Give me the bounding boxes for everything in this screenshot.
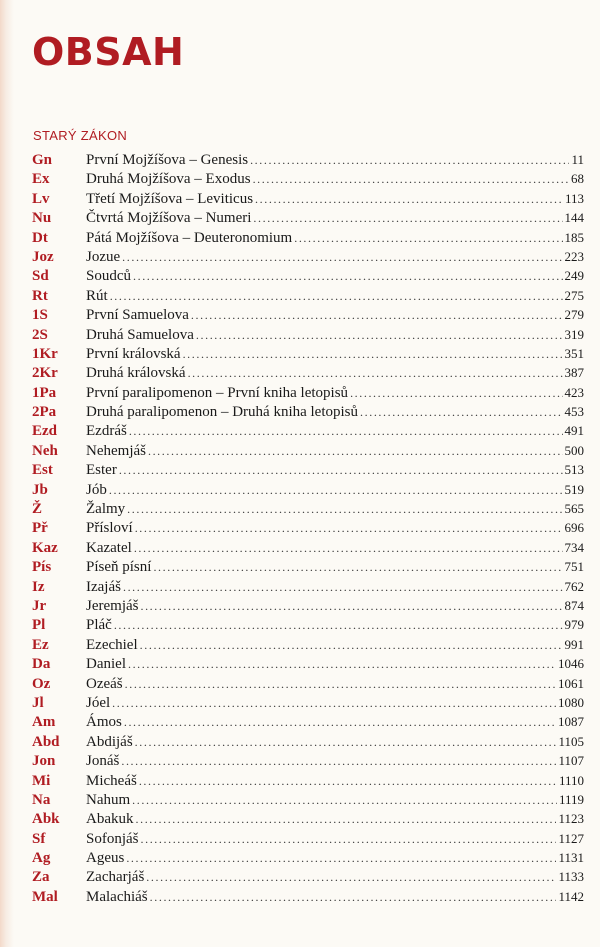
page-number: 1127 <box>558 830 584 846</box>
toc-entry[interactable] <box>32 889 584 908</box>
book-abbreviation: Neh <box>32 442 58 459</box>
book-name: Nahum <box>86 791 131 808</box>
book-name: Třetí Mojžíšova – Leviticus <box>86 190 254 207</box>
dot-leader <box>294 231 562 246</box>
page-number: 1087 <box>558 714 584 730</box>
toc-entry[interactable] <box>32 346 584 365</box>
page-number: 1119 <box>558 791 584 807</box>
page-number: 453 <box>564 404 584 420</box>
book-abbreviation: 2Pa <box>32 404 57 421</box>
book-abbreviation: Est <box>32 462 53 479</box>
page-number: 279 <box>564 307 584 323</box>
toc-entry[interactable] <box>32 423 584 442</box>
toc-entry[interactable] <box>32 365 584 384</box>
toc-entry[interactable] <box>32 230 584 249</box>
book-abbreviation: Mi <box>32 772 51 789</box>
book-name: Rút <box>86 287 108 304</box>
toc-entry[interactable] <box>32 249 584 268</box>
page-number: 1046 <box>558 656 584 672</box>
page-number: 11 <box>571 152 584 167</box>
book-name: Druhá paralipomenon – Druhá kniha letopisů <box>86 404 359 421</box>
toc-entry[interactable] <box>32 268 584 287</box>
page-number: 144 <box>564 210 584 226</box>
book-abbreviation: 1Pa <box>32 384 57 401</box>
toc-entry[interactable] <box>32 656 584 675</box>
page-number: 762 <box>564 578 584 594</box>
book-abbreviation: Sf <box>32 830 46 847</box>
dot-leader <box>153 560 562 575</box>
page-number: 319 <box>564 326 584 342</box>
book-name: Ester <box>86 462 117 479</box>
page-number: 423 <box>564 384 584 400</box>
book-name: Zacharjáš <box>86 869 145 886</box>
toc-entry[interactable] <box>32 734 584 753</box>
book-name: Čtvrtá Mojžíšova – Numeri <box>86 210 252 227</box>
toc-entry[interactable] <box>32 676 584 695</box>
book-abbreviation: 1Kr <box>32 345 58 362</box>
dot-leader <box>136 812 557 827</box>
book-abbreviation: Na <box>32 791 51 808</box>
book-abbreviation: Pl <box>32 617 46 634</box>
book-name: Jób <box>86 481 107 498</box>
book-name: Druhá Samuelova <box>86 326 194 343</box>
page-number: 1105 <box>558 733 584 749</box>
dot-leader <box>188 366 563 381</box>
toc-entry[interactable] <box>32 191 584 210</box>
page-number: 751 <box>564 559 584 575</box>
toc-entry[interactable] <box>32 171 584 190</box>
toc-entry[interactable] <box>32 559 584 578</box>
dot-leader <box>360 405 562 420</box>
page-number: 513 <box>564 462 584 478</box>
dot-leader <box>148 444 563 459</box>
book-abbreviation: 2S <box>32 326 48 343</box>
dot-leader <box>191 308 563 323</box>
book-abbreviation: Ez <box>32 636 49 653</box>
dot-leader <box>146 870 556 885</box>
book-abbreviation: Nu <box>32 210 52 227</box>
toc-entry[interactable] <box>32 501 584 520</box>
dot-leader <box>253 172 569 187</box>
book-abbreviation: Za <box>32 869 50 886</box>
book-name: Druhá Mojžíšova – Exodus <box>86 171 251 188</box>
book-abbreviation: Am <box>32 714 56 731</box>
page-number: 734 <box>564 539 584 555</box>
book-name: Ozeáš <box>86 675 123 692</box>
book-name: Malachiáš <box>86 888 148 905</box>
page-number: 387 <box>564 365 584 381</box>
toc-entry[interactable] <box>32 462 584 481</box>
dot-leader <box>124 715 556 730</box>
toc-entry[interactable] <box>32 540 584 559</box>
book-abbreviation: Př <box>32 520 48 537</box>
toc-entry[interactable] <box>32 773 584 792</box>
dot-leader <box>122 250 562 265</box>
dot-leader <box>121 754 556 769</box>
book-name: Kazatel <box>86 539 132 556</box>
dot-leader <box>196 328 563 343</box>
book-name: První paralipomenon – První kniha letopisů <box>86 384 349 401</box>
book-name: Jóel <box>86 694 111 711</box>
book-name: Jozue <box>86 248 121 265</box>
page-number: 249 <box>564 268 584 284</box>
dot-leader <box>135 521 563 536</box>
book-abbreviation: Rt <box>32 287 48 304</box>
dot-leader <box>119 463 563 478</box>
page-number: 519 <box>564 481 584 497</box>
page-number: 275 <box>564 287 584 303</box>
book-abbreviation: Jon <box>32 753 56 770</box>
dot-leader <box>135 735 557 750</box>
toc-entry[interactable] <box>32 714 584 733</box>
dot-leader <box>253 211 562 226</box>
book-name: Ageus <box>86 850 125 867</box>
dot-leader <box>129 424 563 439</box>
book-name: První Mojžíšova – Genesis <box>86 152 249 168</box>
book-abbreviation: Mal <box>32 888 58 905</box>
page-number: 113 <box>564 190 584 206</box>
dot-leader <box>110 289 563 304</box>
book-name: Ezechiel <box>86 636 138 653</box>
dot-leader <box>133 269 563 284</box>
toc-entry[interactable] <box>32 831 584 850</box>
book-abbreviation: Pís <box>32 559 52 576</box>
book-name: Nehemjáš <box>86 442 146 459</box>
toc-entry[interactable] <box>32 579 584 598</box>
book-name: Žalmy <box>86 501 126 518</box>
dot-leader <box>350 386 562 401</box>
page-number: 1061 <box>558 675 584 691</box>
toc-entry[interactable] <box>32 617 584 636</box>
toc-entry[interactable] <box>32 869 584 888</box>
book-name: Izajáš <box>86 578 121 595</box>
page-number: 1123 <box>558 811 584 827</box>
section-heading: STARÝ ZÁKON <box>33 128 128 143</box>
toc-entry[interactable] <box>32 850 584 869</box>
toc-entry[interactable] <box>32 637 584 656</box>
book-abbreviation: Da <box>32 656 51 673</box>
book-name: Soudců <box>86 268 131 285</box>
book-abbreviation: Ex <box>32 171 50 188</box>
dot-leader <box>114 618 563 633</box>
dot-leader <box>139 774 557 789</box>
toc-entry[interactable] <box>32 288 584 307</box>
page-number: 565 <box>564 501 584 517</box>
book-name: Abdijáš <box>86 733 133 750</box>
book-name: Jonáš <box>86 753 120 770</box>
page-number: 1131 <box>558 850 584 866</box>
table-of-contents <box>32 152 584 908</box>
book-name: Daniel <box>86 656 126 673</box>
page-number: 223 <box>564 248 584 264</box>
book-abbreviation: Jl <box>32 694 44 711</box>
page-number: 351 <box>564 345 584 361</box>
toc-entry[interactable] <box>32 385 584 404</box>
toc-entry[interactable] <box>32 152 584 171</box>
dot-leader <box>255 192 563 207</box>
book-abbreviation: Ezd <box>32 423 58 440</box>
book-name: Pláč <box>86 617 112 634</box>
book-name: První Samuelova <box>86 307 189 324</box>
page-number: 500 <box>564 442 584 458</box>
book-name: Ezdráš <box>86 423 127 440</box>
toc-entry[interactable] <box>32 753 584 772</box>
dot-leader <box>250 153 569 168</box>
dot-leader <box>140 638 563 653</box>
page-number: 1133 <box>558 869 584 885</box>
dot-leader <box>150 890 557 905</box>
toc-entry[interactable] <box>32 792 584 811</box>
book-abbreviation: Abd <box>32 733 60 750</box>
book-abbreviation: Joz <box>32 248 54 265</box>
book-abbreviation: Kaz <box>32 539 58 556</box>
dot-leader <box>112 696 556 711</box>
toc-entry[interactable] <box>32 210 584 229</box>
dot-leader <box>134 541 563 556</box>
dot-leader <box>132 793 557 808</box>
dot-leader <box>140 599 562 614</box>
book-abbreviation: Ž <box>32 501 43 518</box>
toc-entry[interactable] <box>32 327 584 346</box>
page-number: 991 <box>564 636 584 652</box>
book-abbreviation: 2Kr <box>32 365 58 382</box>
book-abbreviation: Sd <box>32 268 49 285</box>
book-name: Micheáš <box>86 772 137 789</box>
book-abbreviation: Abk <box>32 811 60 828</box>
book-abbreviation: Lv <box>32 190 50 207</box>
toc-entry[interactable] <box>32 307 584 326</box>
page-number: 68 <box>571 171 584 187</box>
toc-entry[interactable] <box>32 520 584 539</box>
page-number: 1107 <box>558 753 584 769</box>
book-abbreviation: Jr <box>32 597 47 614</box>
page-number: 1110 <box>558 772 584 788</box>
book-name: Druhá královská <box>86 365 186 382</box>
page-number: 1080 <box>558 694 584 710</box>
dot-leader <box>123 580 563 595</box>
book-name: Pátá Mojžíšova – Deuteronomium <box>86 229 293 246</box>
toc-entry[interactable] <box>32 482 584 501</box>
book-name: Píseň písní <box>86 559 152 576</box>
page-number: 491 <box>564 423 584 439</box>
page-title: OBSAH <box>32 30 185 74</box>
page-number: 1142 <box>558 888 584 904</box>
page-number: 185 <box>564 229 584 245</box>
page-number: 696 <box>564 520 584 536</box>
page-number: 979 <box>564 617 584 633</box>
book-name: Sofonjáš <box>86 830 139 847</box>
dot-leader <box>141 832 557 847</box>
toc-entry[interactable] <box>32 695 584 714</box>
page-number: 874 <box>564 597 584 613</box>
dot-leader <box>126 851 556 866</box>
toc-entry[interactable] <box>32 598 584 617</box>
book-name: Jeremjáš <box>86 597 139 614</box>
book-abbreviation: Gn <box>32 152 53 168</box>
book-abbreviation: Dt <box>32 229 48 246</box>
book-name: Ámos <box>86 714 122 731</box>
dot-leader <box>125 677 556 692</box>
dot-leader <box>127 502 562 517</box>
dot-leader <box>109 483 563 498</box>
book-abbreviation: Ag <box>32 850 51 867</box>
book-name: První královská <box>86 345 181 362</box>
book-abbreviation: 1S <box>32 307 48 324</box>
dot-leader <box>183 347 563 362</box>
book-name: Abakuk <box>86 811 134 828</box>
book-name: Přísloví <box>86 520 133 537</box>
book-abbreviation: Oz <box>32 675 51 692</box>
toc-entry[interactable] <box>32 811 584 830</box>
toc-entry[interactable] <box>32 443 584 462</box>
book-abbreviation: Jb <box>32 481 48 498</box>
book-abbreviation: Iz <box>32 578 45 595</box>
toc-entry[interactable] <box>32 404 584 423</box>
dot-leader <box>128 657 556 672</box>
